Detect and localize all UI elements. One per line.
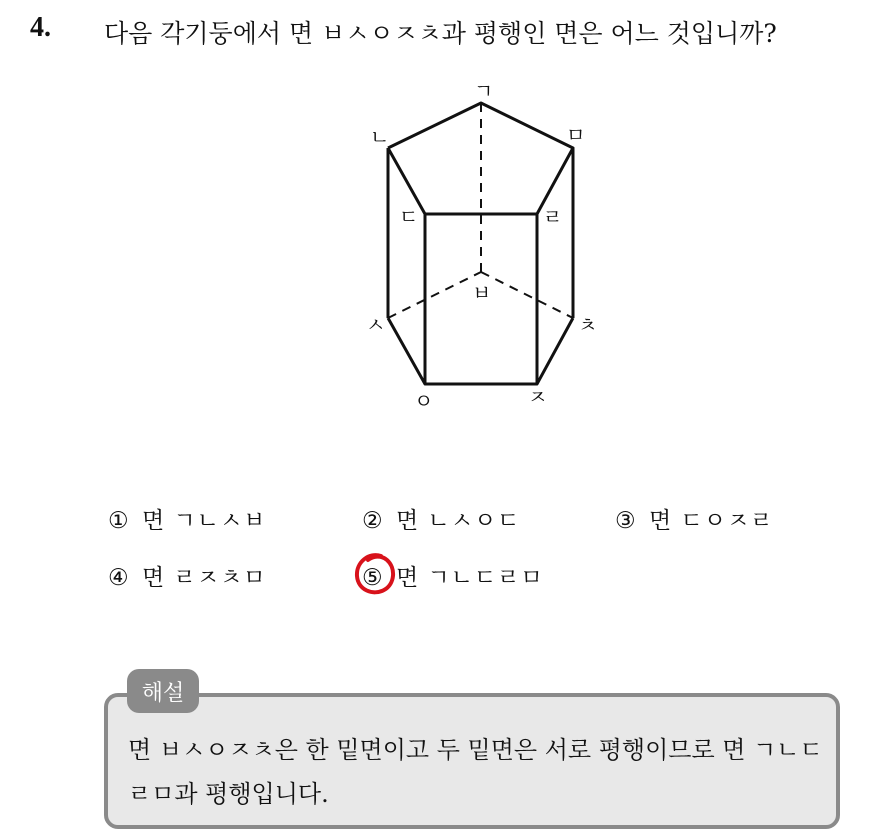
choice-1[interactable] — [108, 502, 266, 535]
hidden-edge-b-ch — [481, 272, 573, 318]
choice-number: ⑤ — [362, 565, 383, 591]
bottom-visible-edges — [388, 318, 573, 384]
vertex-label-g: ㄱ — [474, 79, 494, 103]
choice-number: ④ — [108, 565, 129, 591]
choice-number: ② — [362, 508, 383, 534]
choice-text: 면 ㄷㅇㅈㄹ — [649, 508, 774, 534]
choice-text: 면 ㄴㅅㅇㄷ — [396, 508, 521, 534]
question-number: 4. — [30, 12, 51, 43]
vertex-label-j: ㅈ — [528, 385, 548, 409]
vertex-label-r: ㄹ — [543, 205, 563, 229]
vertex-label-s: ㅅ — [366, 313, 386, 337]
choice-4[interactable] — [108, 559, 266, 592]
choice-2[interactable] — [362, 502, 520, 535]
choice-text: 면 ㄹㅈㅊㅁ — [142, 565, 267, 591]
choice-number: ③ — [615, 508, 636, 534]
choice-number: ① — [108, 508, 129, 534]
answer-circle-mark — [351, 550, 399, 598]
vertex-label-n: ㄴ — [370, 125, 390, 149]
vertex-label-b: ㅂ — [472, 281, 492, 305]
choice-text: 면 ㄱㄴㅅㅂ — [142, 508, 267, 534]
vertex-label-o: ㅇ — [414, 389, 434, 413]
question-text: 다음 각기둥에서 면 ㅂㅅㅇㅈㅊ과 평행인 면은 어느 것입니까? — [104, 19, 777, 48]
hidden-edge-s-b — [388, 272, 481, 318]
vertex-label-m: ㅁ — [566, 123, 586, 147]
explanation-text: 면 ㅂㅅㅇㅈㅊ은 한 밑면이고 두 밑면은 서로 평행이므로 면 ㄱㄴㄷㄹㅁ과 평행입니다. — [128, 736, 823, 808]
choice-3[interactable] — [615, 502, 773, 535]
vertex-label-ch: ㅊ — [578, 313, 598, 337]
explanation-tab: 해설 — [127, 669, 199, 713]
choice-text: 면 ㄱㄴㄷㄹㅁ — [396, 565, 544, 591]
vertex-label-d: ㄷ — [399, 205, 419, 229]
